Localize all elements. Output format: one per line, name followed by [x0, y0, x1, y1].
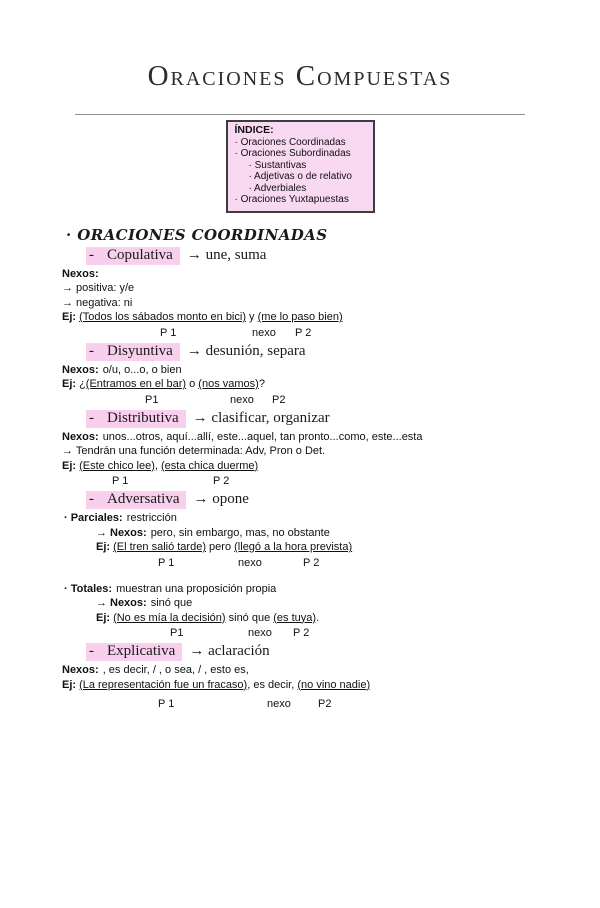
index-box [226, 120, 375, 213]
underlined-phrase-1: (Todos los sábados monto en bici) [79, 311, 246, 323]
underlined-phrase-2: (nos vamos) [198, 378, 259, 390]
connector-text: sinó que [225, 611, 274, 624]
proposition-labels-copulativa [0, 325, 600, 340]
nexo-label: nexo [248, 627, 272, 639]
nexo-positiva-line: → positiva: y/e [62, 282, 135, 294]
question-close: ? [258, 378, 265, 390]
connector-text: , [154, 459, 161, 472]
example-line-copulativa [0, 310, 600, 325]
nexos-line-distributiva [0, 430, 600, 445]
nexos-text: unos...otros, aquí...allí, este...aquel, tan pronto...como, este...esta [102, 430, 423, 443]
index-title: ÍNDICE: [234, 124, 274, 136]
p1-label: P 1 [158, 556, 175, 569]
totales-label: · Totales: [64, 582, 113, 595]
parciales-label: · Parciales: [64, 512, 123, 524]
example-line-disyuntiva [0, 377, 600, 392]
p1-label: P 1 [158, 698, 175, 710]
ej-label: Ej: [96, 541, 111, 553]
p2-label: P2 [272, 393, 286, 406]
subtype-meaning: → desunión, separa [186, 342, 306, 359]
proposition-labels-disyuntiva [0, 392, 600, 407]
nexo-label: nexo [238, 556, 262, 569]
list-dash: - [89, 491, 94, 507]
underlined-phrase-1: (El tren salió tarde) [113, 541, 206, 553]
example-line-explicativa [0, 678, 600, 693]
subtype-label: Distributiva [107, 409, 179, 426]
underlined-phrase-2: (me lo paso bien) [257, 311, 343, 323]
connector-text: y [246, 311, 258, 323]
note-line-distributiva: → Tendrán una función determinada: Adv, Pron o Det. [62, 445, 326, 457]
nexos-line-adversativa [0, 526, 600, 541]
index-item-sustantivas: · Sustantivas [248, 159, 307, 171]
subtype-explicativa [0, 643, 600, 661]
highlight-adversativa [86, 491, 186, 509]
title-divider [75, 114, 525, 115]
subtype-label: Copulativa [107, 246, 173, 263]
highlight-copulativa [86, 247, 180, 265]
content [0, 227, 600, 712]
nexo-label: nexo [230, 393, 254, 406]
nexos-label: Nexos: [110, 526, 147, 539]
parciales-text: restricción [126, 512, 177, 524]
subtype-label: Explicativa [107, 643, 176, 659]
proposition-labels-totales [0, 625, 600, 640]
subtype-meaning: → une, suma [186, 246, 267, 263]
underlined-phrase-2: (no vino nadie) [297, 678, 371, 691]
highlight-distributiva [86, 410, 186, 428]
ej-label: Ej: [96, 611, 111, 624]
index-item-adverbiales: · Adverbiales [248, 182, 307, 194]
parciales-line [0, 511, 600, 526]
nexos-text: sinó que [150, 597, 193, 609]
nexos-label: Nexos: [62, 430, 99, 443]
nexo-label: nexo [252, 326, 276, 339]
page-title: Oraciones Compuestas [147, 60, 453, 92]
nexo-label: nexo [267, 698, 291, 710]
nexos-line-explicativa [0, 663, 600, 678]
index-item-yuxtapuestas: · Oraciones Yuxtapuestas [234, 194, 349, 205]
document-page [0, 60, 600, 908]
subtype-copulativa [0, 247, 600, 265]
nexos-label: Nexos: [62, 267, 99, 280]
arrow: → [96, 597, 107, 609]
nexos-line-disyuntiva [0, 363, 600, 378]
list-dash: - [89, 342, 94, 359]
question-open: ¿ [79, 378, 86, 390]
p2-label: P 2 [213, 475, 230, 487]
p1-label: P 1 [112, 475, 129, 487]
proposition-labels-explicativa [0, 696, 600, 711]
nexos-label: Nexos: [62, 664, 99, 676]
subtype-disyuntiva [0, 343, 600, 361]
proposition-labels-distributiva [0, 473, 600, 488]
subtype-meaning: → opone [193, 491, 249, 507]
nexos-text: , es decir, / , o sea, / , esto es, [102, 664, 249, 676]
totales-line [0, 582, 600, 597]
nexos-label: Nexos: [62, 363, 99, 376]
list-dash: - [89, 246, 94, 263]
example-line-totales [0, 611, 600, 626]
totales-text: muestran una proposición propia [116, 582, 277, 595]
subtype-meaning: → clasificar, organizar [192, 409, 330, 426]
underlined-phrase-2: (es tuya) [273, 611, 317, 624]
section-heading-coordinadas: · ORACIONES COORDINADAS [66, 225, 328, 244]
connector-text: , es decir, [247, 678, 298, 691]
connector-text: pero [206, 541, 235, 553]
list-dash: - [89, 643, 94, 659]
example-line-adversativa [0, 540, 600, 555]
p2-label: P 2 [295, 326, 312, 339]
subtype-label: Disyuntiva [107, 342, 173, 359]
p2-label: P 2 [303, 556, 320, 569]
subtype-adversativa [0, 491, 600, 509]
underlined-phrase-2: (llegó a la hora prevista) [234, 541, 353, 553]
ej-label: Ej: [62, 311, 77, 323]
underlined-phrase-2: (esta chica duerme) [161, 459, 259, 472]
subtype-label: Adversativa [107, 491, 180, 507]
proposition-labels-adversativa [0, 555, 600, 570]
p1-label: P1 [170, 627, 184, 639]
ej-label: Ej: [62, 459, 77, 472]
example-line-distributiva [0, 459, 600, 474]
index-item-subordinadas: · Oraciones Subordinadas [234, 148, 351, 159]
nexos-label: Nexos: [110, 597, 147, 609]
underlined-phrase-1: (La representación fue un fracaso) [79, 678, 248, 691]
connector-text: o [186, 378, 199, 390]
list-dash: - [89, 409, 94, 426]
highlight-explicativa [86, 643, 182, 661]
index-item-adjetivas: · Adjetivas o de relativo [248, 171, 352, 182]
ej-label: Ej: [62, 378, 77, 390]
highlight-disyuntiva [86, 343, 180, 361]
nexos-text: pero, sin embargo, mas, no obstante [150, 526, 330, 539]
arrow: → [96, 526, 107, 539]
p2-label: P 2 [293, 627, 310, 639]
period: . [316, 611, 320, 624]
nexos-text: o/u, o...o, o bien [102, 363, 182, 376]
underlined-phrase-1: (Este chico lee) [79, 459, 155, 472]
p1-label: P1 [145, 393, 159, 406]
underlined-phrase-1: (Entramos en el bar) [85, 378, 187, 390]
nexos-heading [0, 267, 600, 282]
p2-label: P2 [318, 698, 332, 710]
subtype-meaning: → aclaración [189, 643, 270, 659]
ej-label: Ej: [62, 678, 77, 691]
nexos-line-totales [0, 596, 600, 611]
subtype-distributiva [0, 410, 600, 428]
index-item-coordinadas: · Oraciones Coordinadas [234, 136, 346, 148]
p1-label: P 1 [160, 326, 177, 339]
nexo-negativa-line: → negativa: ni [62, 296, 133, 309]
underlined-phrase-1: (No es mía la decisión) [113, 611, 226, 624]
